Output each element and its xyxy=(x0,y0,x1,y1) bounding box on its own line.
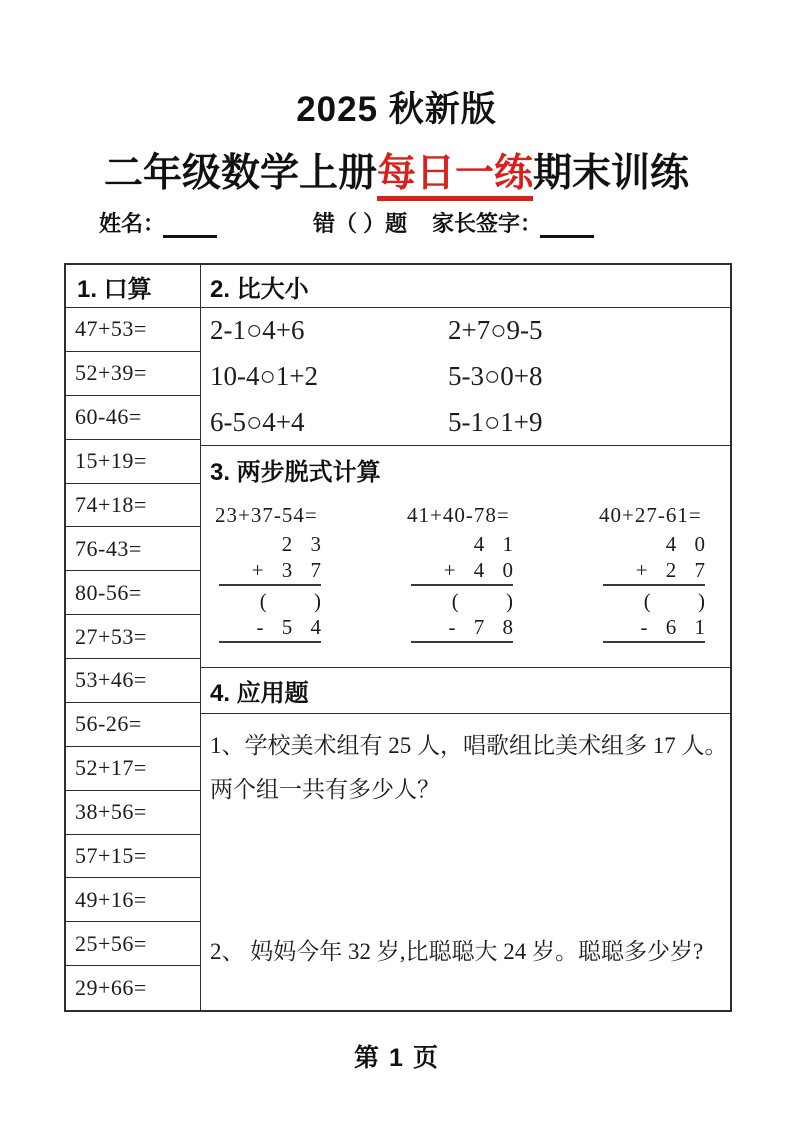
oral-problem: 38+56= xyxy=(66,791,200,835)
word-problem-section xyxy=(201,714,730,1010)
word-problem-1-line2: 两个组一共有多少人？ xyxy=(210,777,440,802)
oral-calculation-column xyxy=(66,265,201,1010)
word-problem-1 xyxy=(210,724,728,812)
main-title xyxy=(0,142,793,198)
page-number: 1 xyxy=(389,1044,404,1072)
name-blank-line xyxy=(163,211,217,238)
main-title-part2: 期末训练 xyxy=(533,152,690,195)
oral-problem: 27+53= xyxy=(66,615,200,659)
signature-label: 家长签字： xyxy=(432,211,543,236)
twostep-section-header: 3. 两步脱式计算 xyxy=(201,445,730,493)
vertical-subtrahend: - 6 1 xyxy=(603,614,705,643)
vertical-problem-expression: 41+40-78= xyxy=(407,503,510,527)
oral-problem: 52+39= xyxy=(66,352,200,396)
oral-problem: 25+56= xyxy=(66,922,200,966)
vertical-answer-parens: ( ) xyxy=(259,589,321,613)
compare-expression: 10-4○1+2 xyxy=(210,360,319,391)
vertical-answer-parens: ( ) xyxy=(451,589,513,613)
vertical-addend-top: 4 0 xyxy=(665,532,705,556)
vertical-addend-bottom: + 3 7 xyxy=(219,557,321,586)
vertical-subtrahend: - 7 8 xyxy=(411,614,513,643)
oral-problem: 57+15= xyxy=(66,835,200,879)
compare-expression: 2+7○9-5 xyxy=(448,315,543,346)
oral-problem: 29+66= xyxy=(75,975,147,1001)
vertical-problem xyxy=(407,503,537,667)
oral-problem: 49+16= xyxy=(66,878,200,922)
twostep-section xyxy=(201,493,730,667)
compare-row xyxy=(210,308,730,354)
compare-expression: 2-1○4+6 xyxy=(210,315,305,346)
oral-problem: 15+19= xyxy=(66,440,200,484)
vertical-problem xyxy=(215,503,345,667)
oral-problem: 56-26= xyxy=(66,703,200,747)
signature-blank-line xyxy=(540,211,594,238)
word-problem-1-line1: 1、学校美术组有 25 人，唱歌组比美术组多 17 人。 xyxy=(210,733,728,758)
compare-row xyxy=(210,354,730,400)
edition-title: 2025 秋新版 xyxy=(296,90,497,129)
oral-problem: 47+53= xyxy=(66,308,200,352)
worksheet-table xyxy=(64,263,732,1012)
vertical-problem-expression: 40+27-61= xyxy=(599,503,702,527)
name-label: 姓名： xyxy=(99,211,166,236)
vertical-problem-workspace xyxy=(219,531,331,643)
compare-section xyxy=(201,308,730,445)
footer-suffix: 页 xyxy=(412,1045,439,1072)
compare-expression: 5-1○1+9 xyxy=(448,406,543,437)
vertical-addend-top: 4 1 xyxy=(473,532,513,556)
oral-problem: 53+46= xyxy=(66,659,200,703)
vertical-answer-parens: ( ) xyxy=(643,589,705,613)
oral-problem: 60-46= xyxy=(66,396,200,440)
wrong-count-label: 错（ ）题 xyxy=(313,211,408,236)
vertical-subtrahend: - 5 4 xyxy=(219,614,321,643)
vertical-problem-workspace xyxy=(603,531,715,643)
compare-section-header: 2. 比大小 xyxy=(201,265,730,308)
oral-problem: 80-56= xyxy=(66,571,200,615)
word-section-header: 4. 应用题 xyxy=(201,667,730,714)
vertical-addend-bottom: + 2 7 xyxy=(603,557,705,586)
worksheet-right-column xyxy=(201,265,730,1010)
vertical-problem xyxy=(599,503,729,667)
main-title-highlight: 每日一练 xyxy=(377,152,533,201)
oral-section-header: 1. 口算 xyxy=(66,265,200,308)
student-info-row xyxy=(0,207,793,247)
vertical-problem-expression: 23+37-54= xyxy=(215,503,318,527)
oral-problem: 76-43= xyxy=(66,527,200,571)
compare-expression: 6-5○4+4 xyxy=(210,406,305,437)
footer-prefix: 第 xyxy=(354,1045,381,1072)
vertical-addend-bottom: + 4 0 xyxy=(411,557,513,586)
vertical-addend-top: 2 3 xyxy=(281,532,321,556)
vertical-problem-workspace xyxy=(411,531,523,643)
oral-problem: 74+18= xyxy=(66,484,200,528)
compare-row xyxy=(210,399,730,445)
word-problem-2: 2、 妈妈今年 32 岁,比聪聪大 24 岁。聪聪多少岁? xyxy=(210,939,704,964)
page-footer xyxy=(0,1038,793,1074)
main-title-part1: 二年级数学上册 xyxy=(103,152,377,195)
oral-problem: 52+17= xyxy=(66,747,200,791)
compare-expression: 5-3○0+8 xyxy=(448,360,543,391)
